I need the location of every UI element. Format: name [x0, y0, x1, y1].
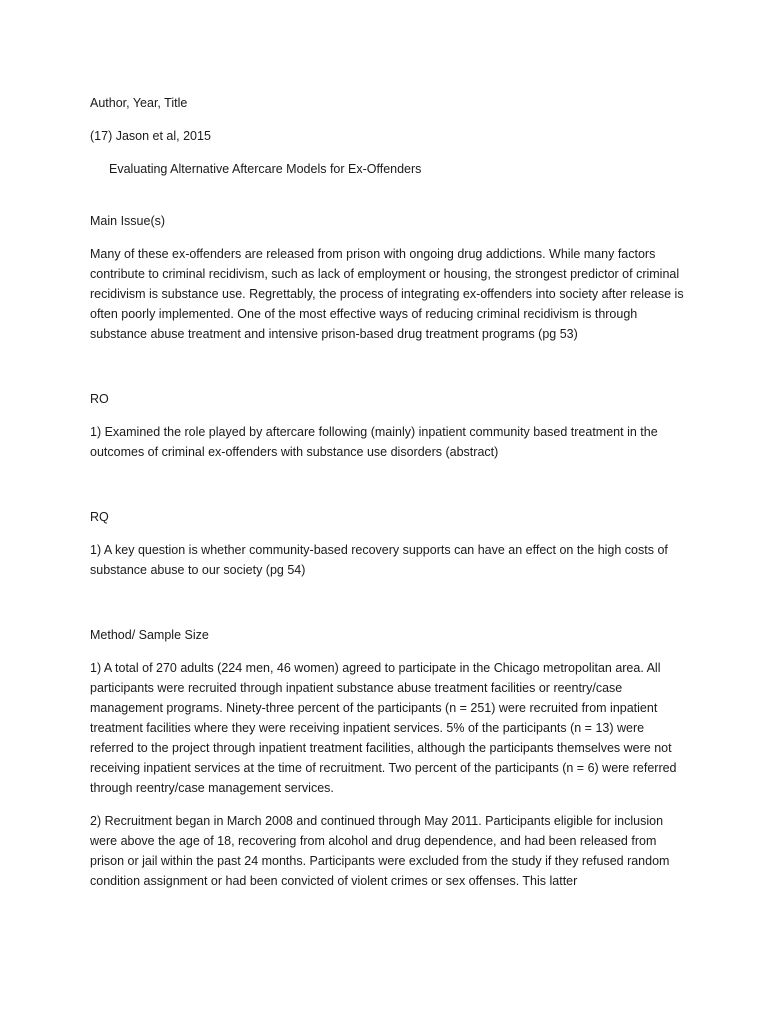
- method-item-1: 1) A total of 270 adults (224 men, 46 women) agreed to participate in the Chicago metropolitan area. All participants were recruited through inpatient substance abuse treatment facilities or reentry/case management programs. Ninety-three percent of the participants (n = 251) were recruited from inpatient treatment facilities where they were receiving inpatient services. 5% of the participants (n = 13) were referred to the project through inpatient treatment facilities, although the participants themselves were not receiving inpatient services at the time of recruitment. Two percent of the participants (n = 6) were referred through reentry/case management services.: [90, 661, 677, 795]
- ro-item: 1) Examined the role played by aftercare following (mainly) inpatient community based treatment in the outcomes of criminal ex-offenders with substance use disorders (abstract): [90, 425, 658, 459]
- method-item-2: 2) Recruitment began in March 2008 and continued through May 2011. Participants eligible for inclusion were above the age of 18, recovering from alcohol and drug dependence, and had been released from prison or jail within the past 24 months. Participants were excluded from the study if they refused random condition assignment or had been convicted of violent crimes or sex offenses. This latter: [90, 814, 670, 888]
- method-heading: Method/ Sample Size: [90, 628, 209, 642]
- main-issue-text: Many of these ex-offenders are released from prison with ongoing drug addictions. While many factors contribute to criminal recidivism, such as lack of employment or housing, the strongest predictor of criminal recidivism is substance use. Regrettably, the process of integrating ex-offenders into society after release is often poorly implemented. One of the most effective ways of reducing criminal recidivism is through substance abuse treatment and intensive prison-based drug treatment programs (pg 53): [90, 247, 684, 341]
- citation: (17) Jason et al, 2015: [90, 129, 211, 143]
- rq-item: 1) A key question is whether community-based recovery supports can have an effect on the high costs of substance abuse to our society (pg 54): [90, 543, 668, 577]
- rq-heading: RQ: [90, 510, 109, 524]
- document-content: [90, 93, 690, 904]
- main-issue-heading: Main Issue(s): [90, 214, 166, 228]
- article-title: Evaluating Alternative Aftercare Models for Ex-Offenders: [109, 162, 422, 176]
- header-label: Author, Year, Title: [90, 96, 188, 110]
- ro-heading: RO: [90, 392, 109, 406]
